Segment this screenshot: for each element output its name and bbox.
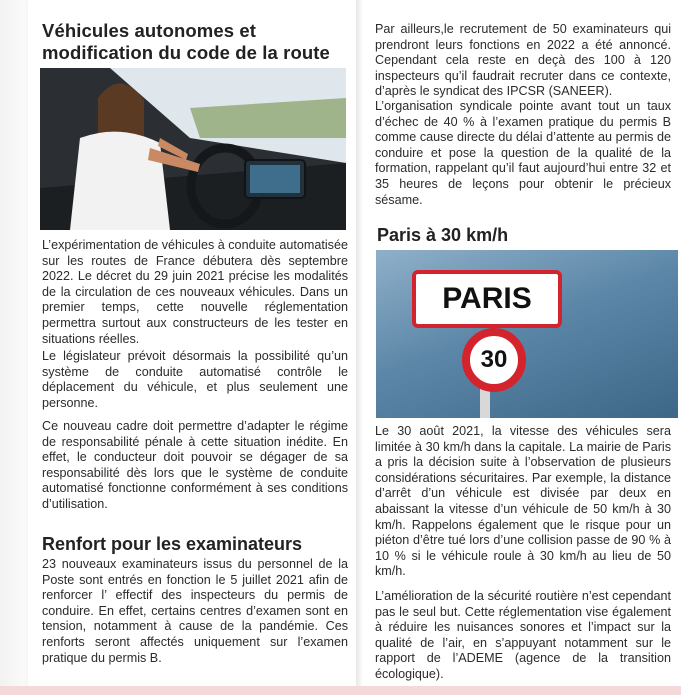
paragraph-examiners-1: 23 nouveaux examinateurs issus du personnel de la Poste sont entrés en fonction le 5 juillet 2021 afin de renforcer l’ effectif des inspecteurs du permis de conduire. En effet, certains centres d’examen sont en tension, notamment à cause de la pandémie. Ces renforts seront affectés uniquement sur l’examen pratique du permis B. bbox=[42, 557, 348, 665]
paragraph-examiners-3: L’organisation syndicale pointe avant tout un taux d’échec de 40 % à l’examen pratique du permis B comme cause directe du délai d’attente au permis de conduire et pose la question de la qualité de la formation, rappelant qu’il faut aujourd’hui entre 32 et 35 heures de leçons pour obtenir le précieux sésame. bbox=[375, 99, 671, 207]
speed-limit-sign bbox=[462, 328, 526, 392]
paris-town-sign bbox=[412, 270, 562, 328]
article-title-autonomous bbox=[42, 20, 352, 64]
speed-limit-value: 30 bbox=[480, 346, 508, 373]
car-interior-illustration bbox=[40, 68, 346, 230]
paragraph-autonomous-1: L’expérimentation de véhicules à conduite automatisée sur les routes de France débutera dès septembre 2022. Le décret du 29 juin 2021 précise les modalités de la circulation de ces nouveaux véhicules. Dans un premier temps, cette nouvelle réglementation permettra surtout aux constructeurs de les tester en situations réelles. bbox=[42, 238, 348, 346]
paragraph-paris-2: L’amélioration de la sécurité routière n’est cependant pas le seul but. Cette réglementation vise également à réduire les nuisances sonores et l’impact sur la qualité de l’air, en s’appuyant notamment sur le rapport de l’ADEME (agence de la transition écologique). bbox=[375, 589, 671, 681]
article-title-paris: Paris à 30 km/h bbox=[377, 225, 509, 245]
paragraph-autonomous-3: Ce nouveau cadre doit permettre d’adapter le régime de responsabilité pénale à cette situation inédite. En effet, le conducteur doit pouvoir se dégager de sa responsabilité dès lors que le système de conduite automatisé fonctionne conformément à ses conditions d’utilisation. bbox=[42, 419, 348, 511]
page-edge bbox=[0, 0, 28, 695]
bottom-edge bbox=[0, 686, 681, 695]
photo-paris-speed-sign bbox=[376, 250, 678, 418]
paragraph-autonomous-2: Le législateur prévoit désormais la possibilité qu’un système de conduite automatisé contrôle le déplacement du véhicule, et plus seulement une personne. bbox=[42, 349, 348, 410]
paris-sign-text: PARIS bbox=[442, 282, 532, 315]
title-line-1: Véhicules autonomes et bbox=[42, 20, 256, 41]
paragraph-examiners-2: Par ailleurs,le recrutement de 50 examinateurs qui prendront leurs fonctions en 2022 a été annoncé. Cependant cela reste en deçà des 100 à 120 inspecteurs qu’il faudrait recruter dans ce contexte, d’après le syndicat des IPCSR (SANEER). bbox=[375, 22, 671, 99]
article-title-examiners: Renfort pour les examinateurs bbox=[42, 534, 303, 554]
photo-woman-driving-autonomous-car bbox=[40, 68, 346, 230]
title-line-2: modification du code de la route bbox=[42, 42, 330, 63]
paragraph-paris-1: Le 30 août 2021, la vitesse des véhicules sera limitée à 30 km/h dans la capitale. La mairie de Paris a pris la décision suite à l’observation de plusieurs considérations sécuritaires. Par exemple, la distance d’arrêt d’un véhicule est divisée par deux en abaissant la vitesse d’un véhicule de 50 km/h à 30 km/h. Rappelons également que le risque pour un piéton d’être tué lors d’une collision passe de 90 % à 10 % si le véhicule roule à 30 km/h au lieu de 50 km/h. bbox=[375, 424, 671, 579]
